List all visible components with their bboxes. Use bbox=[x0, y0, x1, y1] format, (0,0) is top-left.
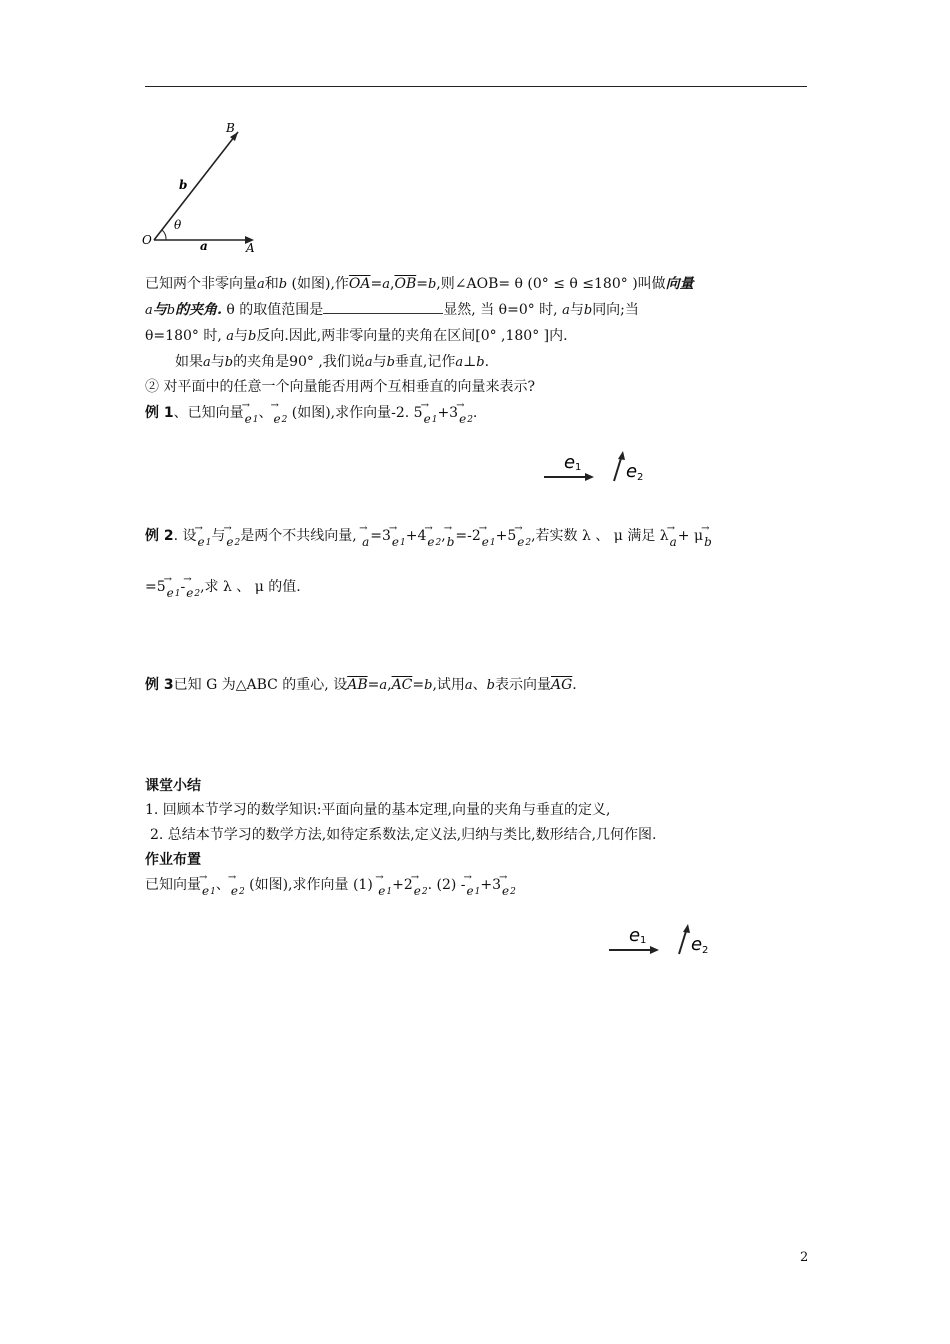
summary-item-1: 1. 回顾本节学习的数学知识:平面向量的基本定理,向量的夹角与垂直的定义, bbox=[145, 802, 611, 818]
angle-arc bbox=[162, 230, 166, 240]
summary-title: 课堂小结 bbox=[145, 778, 201, 794]
vector-AB: $\overline{AB}$ bbox=[347, 677, 368, 693]
svg-text:1: 1 bbox=[640, 935, 647, 946]
vector-OB: $\overline{OB}$ bbox=[394, 276, 417, 292]
svg-text:2: 2 bbox=[702, 945, 709, 956]
label-O: O bbox=[142, 233, 152, 247]
example2-line1: 例 2. 设→ $e_1$与→ $e_2$是两个不共线向量, → $a=3\to e_1+4\to e_2,\to b=-2\to e_1+5\to e_2$,若实数 λ 、 μ 满足 λ→ a+ μ→ b bbox=[145, 527, 713, 547]
question-line: ② 对平面中的任意一个向量能否用两个互相垂直的向量来表示? bbox=[145, 379, 535, 395]
summary-item-2: 2. 总结本节学习的数学方法,如待定系数法,定义法,归纳与类比,数形结合,几何作图. bbox=[150, 827, 657, 843]
e2-label: e bbox=[626, 461, 638, 482]
label-a: a bbox=[200, 239, 208, 253]
svg-text:1: 1 bbox=[575, 462, 582, 473]
para1-line3: θ=180° 时, a与b反向.因此,两非零向量的夹角在区间[0° ,180° ]内. bbox=[145, 328, 568, 344]
hw-e2-label: e bbox=[691, 934, 703, 955]
angle-figure bbox=[140, 118, 270, 258]
e1-label: e bbox=[564, 452, 576, 473]
hw-e1-label: e bbox=[629, 925, 641, 946]
hw-e1-arrowhead bbox=[650, 946, 659, 954]
vector-AC: $\overline{AC}$ bbox=[391, 677, 413, 693]
homework-vectors-figure bbox=[605, 918, 745, 968]
vector-ob-line bbox=[154, 132, 238, 240]
vector-AG: $\overline{AG}$ bbox=[551, 677, 573, 693]
homework-title: 作业布置 bbox=[145, 852, 201, 868]
example1-vectors-figure bbox=[540, 445, 680, 495]
example3-line: 例 3已知 G 为△ABC 的重心, 设$\overline{AB}=a,\overline{AC}=b$,试用a、b表示向量$\overline{AG}$. bbox=[145, 677, 577, 693]
example2-line2: $=5\to e_1-\to e_2$,求 λ 、 μ 的值. bbox=[145, 578, 301, 598]
vector-OA: $\overline{OA}$ bbox=[348, 276, 371, 292]
page-number: 2 bbox=[800, 1250, 809, 1265]
para2: 如果a与b的夹角是90° ,我们说a与b垂直,记作a⊥b. bbox=[175, 354, 490, 370]
svg-text:2: 2 bbox=[637, 472, 644, 483]
header-rule bbox=[145, 86, 807, 87]
example1-line: 例 1、已知向量→ $e_1$、→ $e_2$ (如图),求作向量-2. $5\to e_1+3\to e_2$. bbox=[145, 404, 477, 424]
hw-e2-arrowhead bbox=[683, 924, 690, 933]
label-b: b bbox=[179, 178, 188, 192]
e1-arrowhead bbox=[585, 473, 594, 481]
para1-line1: 已知两个非零向量a和b (如图),作$\overline{OA}=a,\overline{OB}=b$,则∠AOB= θ (0° ≤ θ ≤180° )叫做向量 bbox=[145, 276, 694, 292]
label-B: B bbox=[226, 121, 235, 135]
para1-line2: a与b的夹角. θ 的取值范围是 显然, 当 θ=0° 时, a与b同向;当 bbox=[145, 302, 639, 318]
e2-arrowhead bbox=[618, 451, 625, 460]
label-A: A bbox=[246, 241, 255, 255]
label-theta: θ bbox=[174, 218, 182, 232]
homework-line: 已知向量→ $e_1$、→ $e_2$ (如图),求作向量 $(1) \to e_1+2\to e_2$. $(2) -\to e_1+3\to e_2$ bbox=[145, 876, 516, 896]
answer-blank bbox=[323, 301, 443, 314]
